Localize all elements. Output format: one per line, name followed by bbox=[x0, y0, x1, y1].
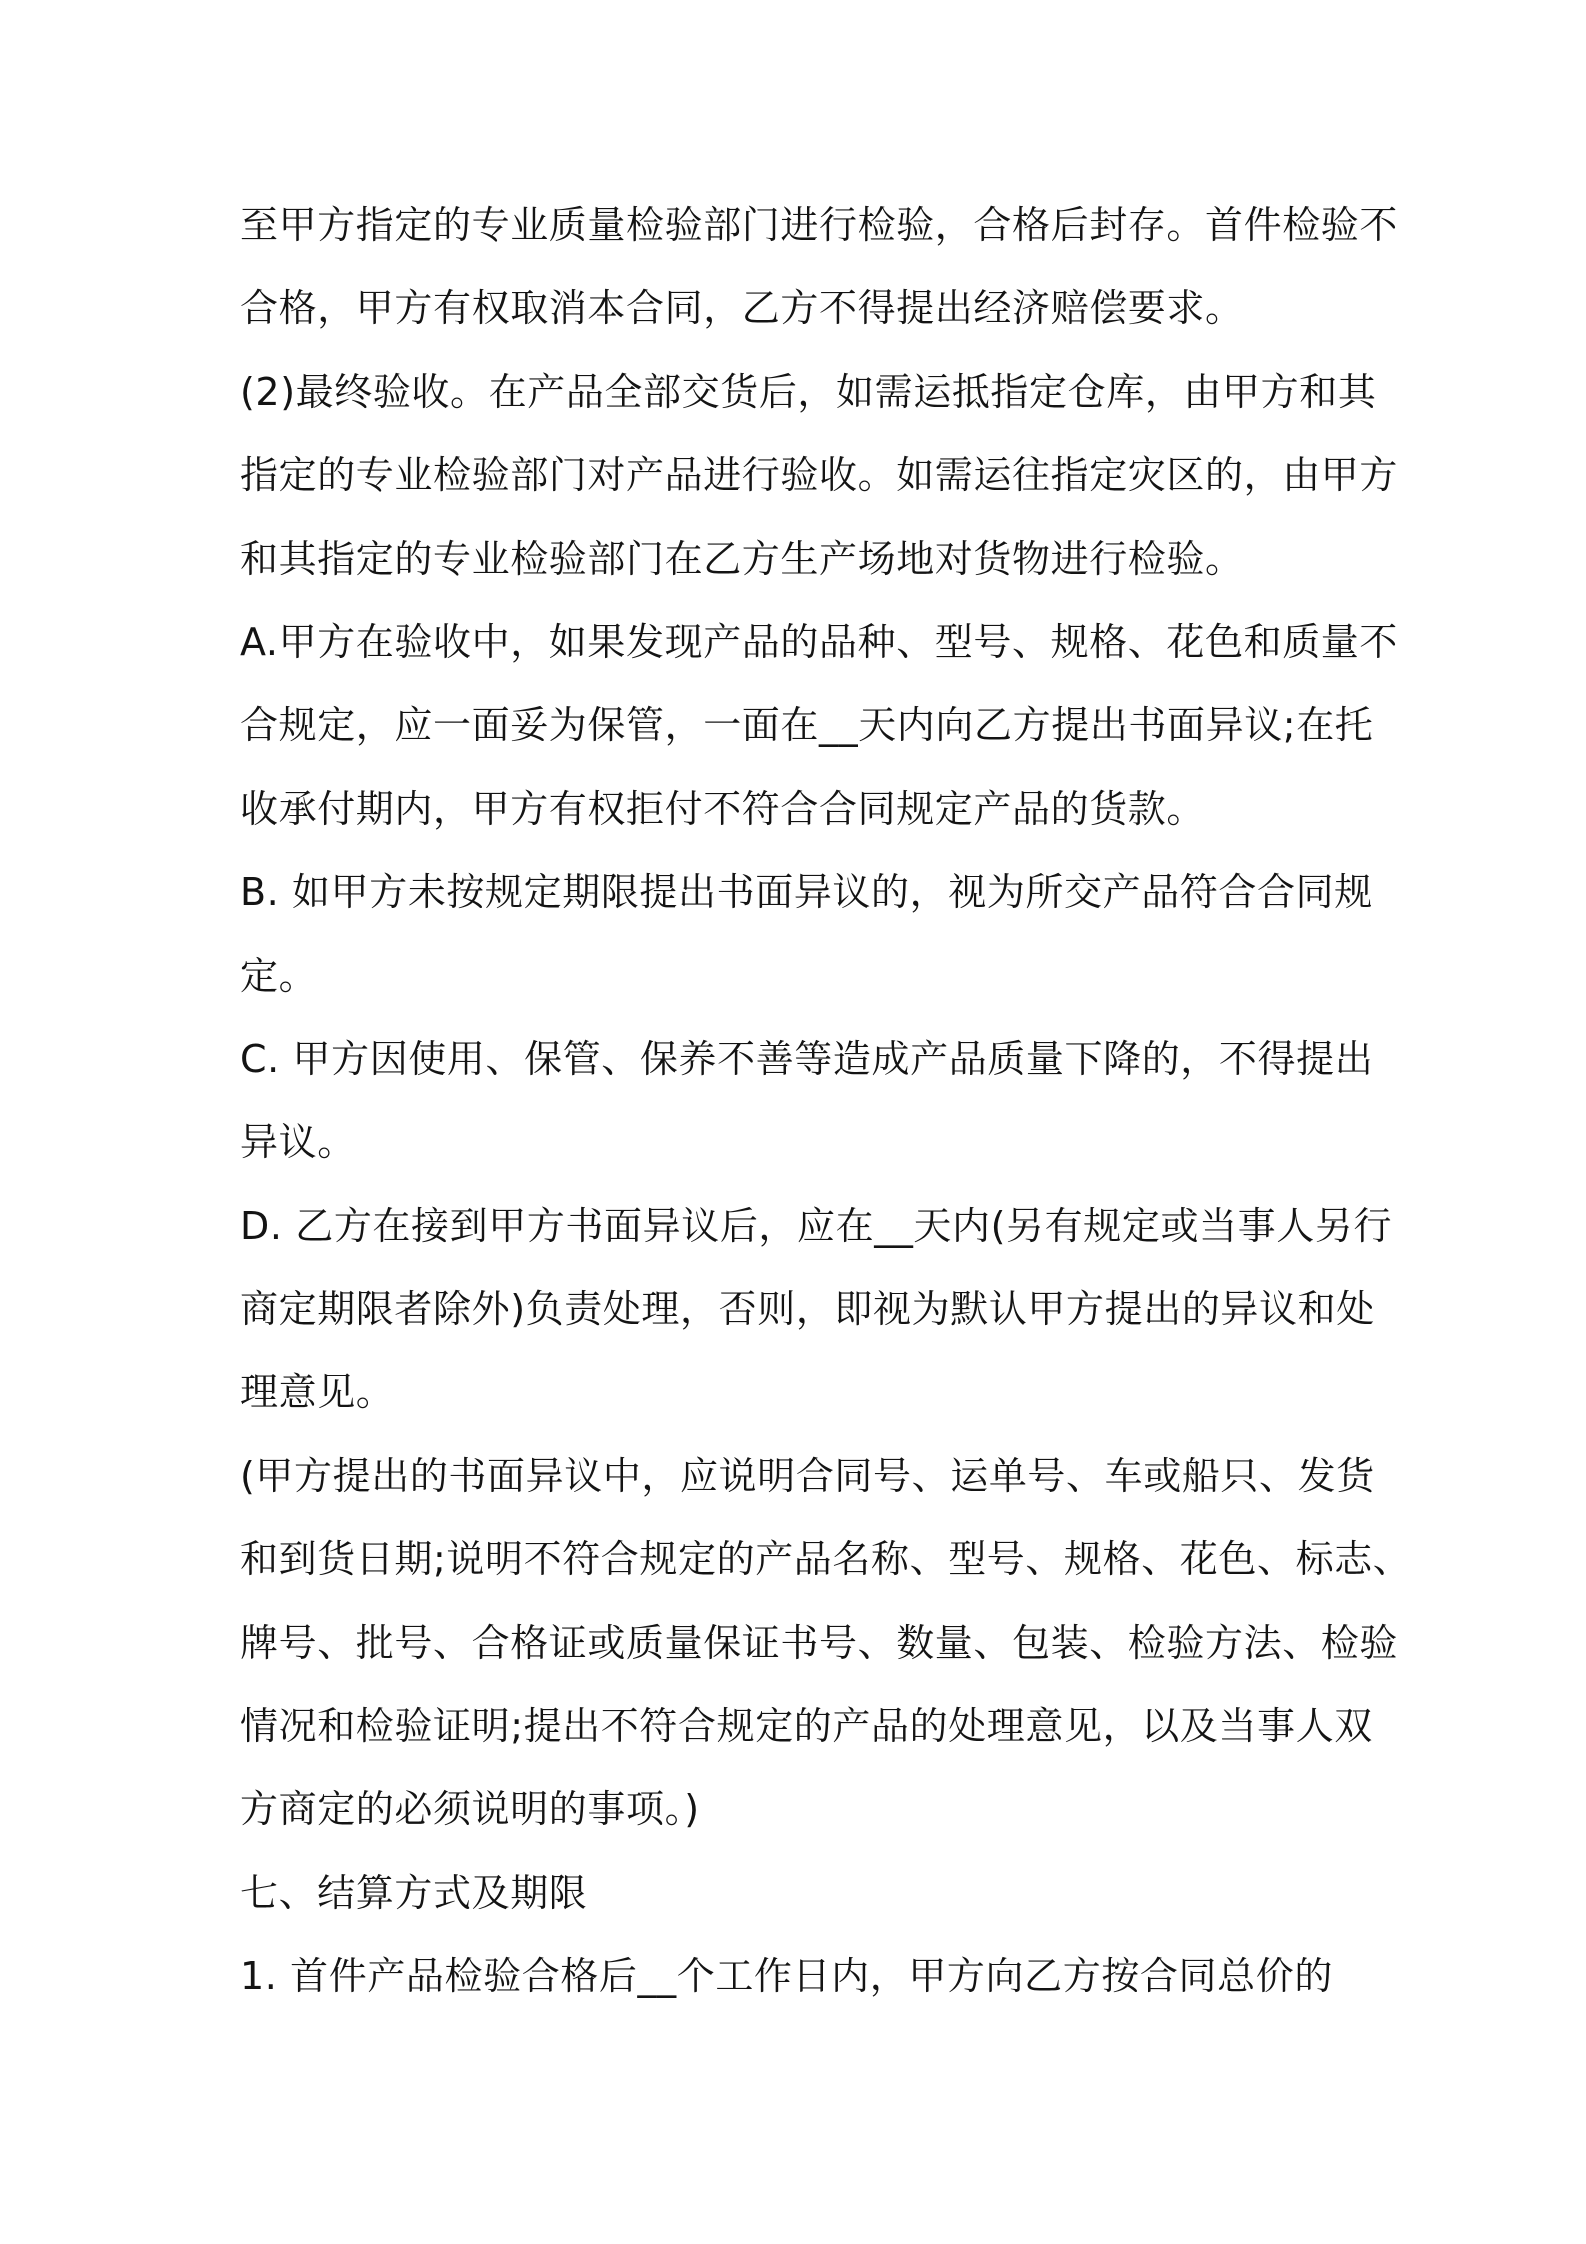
text-line: 指定的专业检验部门对产品进行验收。如需运往指定灾区的，由甲方 bbox=[240, 453, 1399, 498]
text-line: 合规定，应一面妥为保管，一面在__天内向乙方提出书面异议;在托 bbox=[240, 703, 1374, 748]
text-line: 收承付期内，甲方有权拒付不符合合同规定产品的货款。 bbox=[240, 786, 1206, 831]
text-line: 定。 bbox=[240, 953, 318, 998]
text-line: 方商定的必须说明的事项。) bbox=[240, 1787, 700, 1832]
text-line: C. 甲方因使用、保管、保养不善等造成产品质量下降的，不得提出 bbox=[240, 1036, 1374, 1081]
text-line: 理意见。 bbox=[240, 1370, 395, 1415]
section-heading: 七、结算方式及期限 bbox=[240, 1870, 588, 1915]
text-line: 情况和检验证明;提出不符合规定的产品的处理意见，以及当事人双 bbox=[240, 1704, 1373, 1749]
text-line: B. 如甲方未按规定期限提出书面异议的，视为所交产品符合合同规 bbox=[240, 870, 1373, 915]
text-line: 商定期限者除外)负责处理，否则，即视为默认甲方提出的异议和处 bbox=[240, 1287, 1375, 1332]
text-line: A.甲方在验收中，如果发现产品的品种、型号、规格、花色和质量不 bbox=[240, 619, 1399, 664]
text-line: (2)最终验收。在产品全部交货后，如需运抵指定仓库，由甲方和其 bbox=[240, 369, 1377, 414]
text-line: 1. 首件产品检验合格后__个工作日内，甲方向乙方按合同总价的 bbox=[240, 1954, 1333, 1999]
text-line: 和其指定的专业检验部门在乙方生产场地对货物进行检验。 bbox=[240, 536, 1244, 581]
text-line: (甲方提出的书面异议中，应说明合同号、运单号、车或船只、发货 bbox=[240, 1453, 1375, 1498]
text-line: 异议。 bbox=[240, 1120, 356, 1165]
text-line: 牌号、批号、合格证或质量保证书号、数量、包装、检验方法、检验 bbox=[240, 1620, 1399, 1665]
text-line: 至甲方指定的专业质量检验部门进行检验，合格后封存。首件检验不 bbox=[240, 203, 1399, 247]
text-line: 和到货日期;说明不符合规定的产品名称、型号、规格、花色、标志、 bbox=[240, 1537, 1412, 1582]
contract-text bbox=[240, 184, 1412, 2019]
text-line: D. 乙方在接到甲方书面异议后，应在__天内(另有规定或当事人另行 bbox=[240, 1203, 1393, 1248]
text-line: 合格，甲方有权取消本合同，乙方不得提出经济赔偿要求。 bbox=[240, 286, 1244, 331]
